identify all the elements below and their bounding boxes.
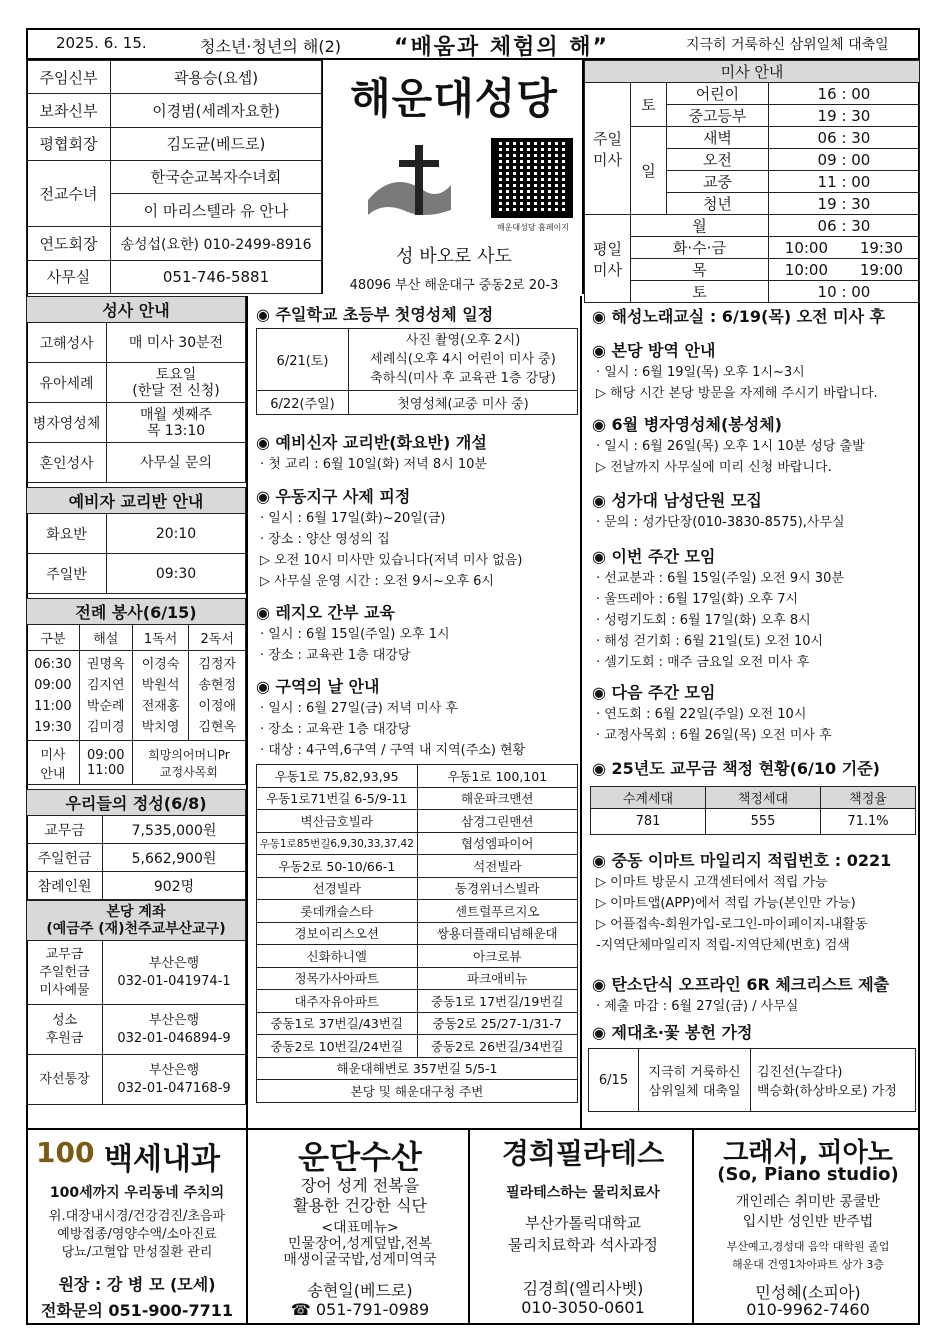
disinfection-lines bbox=[596, 362, 878, 404]
area-cell: 우동1로85번길6,9,30,33,37,42 bbox=[257, 832, 418, 855]
info-line: · 해성 걷기회 : 6월 21일(토) 오전 10시 bbox=[596, 634, 824, 649]
middle-column bbox=[250, 296, 582, 1128]
ad-slogan: 100세까지 우리동네 주치의 bbox=[49, 1185, 225, 1201]
info-line: · 첫 교리 : 6월 10일(화) 저녁 8시 10분 bbox=[260, 457, 487, 472]
tithe-col: 책정세대 bbox=[706, 787, 821, 809]
info-line: · 대상 : 4구역,6구역 / 구역 내 지역(주소) 현황 bbox=[260, 743, 526, 758]
retreat-lines bbox=[260, 508, 522, 592]
liturgy-title: 전례 봉사(6/15) bbox=[27, 599, 246, 625]
sacrament-title: 성사 안내 bbox=[27, 297, 246, 323]
mass-schedule-table bbox=[584, 60, 920, 303]
area-cell-wide: 본당 및 해운대구청 주변 bbox=[257, 1080, 578, 1103]
fc-date: 6/22(주일) bbox=[257, 391, 349, 415]
ad-piano[interactable] bbox=[696, 1130, 920, 1325]
area-cell: 센트럴푸르지오 bbox=[417, 900, 578, 923]
col-head: 1독서 bbox=[132, 625, 189, 651]
class-time: 09:30 bbox=[107, 554, 246, 594]
area-cell: 석전빌라 bbox=[417, 855, 578, 878]
carbon-fast-lines bbox=[596, 996, 798, 1017]
ad-clinic[interactable] bbox=[26, 1130, 248, 1325]
staff-name: 김도균(베드로) bbox=[111, 127, 322, 160]
legio-lines bbox=[260, 624, 450, 666]
info-line: · 울뜨레아 : 6월 17일(화) 오후 7시 bbox=[596, 592, 799, 607]
legio-heading: ◉ 레지오 간부 교육 bbox=[256, 603, 395, 622]
weekday: 토 bbox=[631, 281, 769, 303]
emart-lines bbox=[596, 872, 868, 956]
area-table bbox=[256, 764, 578, 1103]
catechumen-lines bbox=[260, 454, 487, 475]
area-cell-wide: 해운대해변로 357번길 5/5-1 bbox=[257, 1057, 578, 1080]
staff-name: 이 마리스텔라 유 안나 bbox=[111, 194, 322, 227]
feast-name: 지극히 거룩하신 삼위일체 대축일 bbox=[686, 37, 889, 53]
sacrament-info: 사무실 문의 bbox=[107, 443, 246, 483]
clinic-logo-icon: 100 bbox=[36, 1136, 95, 1169]
info-line: · 교정사목회 : 6월 26일(목) 오전 미사 후 bbox=[596, 728, 832, 743]
offering-label: 주일헌금 bbox=[27, 844, 103, 872]
staff-name: 한국순교복자수녀회 bbox=[111, 160, 322, 193]
bulletin-header bbox=[26, 28, 920, 60]
info-line: · 성령기도회 : 6월 17일(화) 오후 8시 bbox=[596, 613, 811, 628]
mass-time: 19:00 bbox=[859, 260, 904, 279]
fc-date: 6/21(토) bbox=[257, 329, 349, 391]
account-purpose: 교무금 주일헌금 미사예물 bbox=[27, 941, 103, 1005]
sacrament-table bbox=[26, 296, 246, 483]
class-name: 주일반 bbox=[27, 554, 107, 594]
mass-time: 09 : 00 bbox=[768, 149, 919, 171]
area-cell: 신화하니엘 bbox=[257, 945, 418, 968]
left-column bbox=[26, 296, 248, 1128]
mass-time: 19:30 bbox=[859, 238, 904, 257]
info-line: ▷ 이마트앱(APP)에서 적립 가능(본인만 가능) bbox=[596, 896, 856, 911]
staff-role: 평협회장 bbox=[27, 127, 111, 160]
pastoral-year: 청소년·청년의 해(2) bbox=[200, 37, 342, 56]
ad-phone: 010-3050-0601 bbox=[521, 1298, 645, 1317]
ads-row bbox=[26, 1128, 920, 1325]
second-readers: 김정자 송현정 이정애 김현옥 bbox=[189, 651, 246, 741]
account-holder: (예금주 (재)천주교부산교구) bbox=[46, 920, 226, 937]
sacrament-name: 혼인성사 bbox=[27, 443, 107, 483]
col-head: 해설 bbox=[79, 625, 132, 651]
col-head: 구분 bbox=[27, 625, 80, 651]
ad-phone: ☎ 051-791-0989 bbox=[290, 1300, 430, 1319]
ad-subtitle: (So, Piano studio) bbox=[717, 1164, 899, 1185]
weekday: 목 bbox=[631, 259, 769, 281]
mass-time: 10:00 bbox=[784, 260, 829, 279]
catechumen-heading: ◉ 예비신자 교리반(화요반) 개설 bbox=[256, 433, 487, 452]
right-column bbox=[584, 296, 920, 1128]
area-cell: 동경위너스빌라 bbox=[417, 877, 578, 900]
info-line: · 셀기도회 : 매주 금요일 오전 미사 후 bbox=[596, 655, 810, 670]
first-readers: 이경숙 박원석 전재홍 박치영 bbox=[132, 651, 189, 741]
ad-owner: 송현일(베드로) bbox=[307, 1281, 413, 1300]
altar-date: 6/15 bbox=[589, 1049, 639, 1112]
offering-label: 교무금 bbox=[27, 816, 103, 844]
staff-table bbox=[26, 60, 322, 294]
mass-guide-label: 미사 안내 bbox=[27, 741, 80, 785]
parish-name: 해운대성당 bbox=[350, 74, 558, 123]
account-title: 본당 계좌 bbox=[106, 903, 166, 920]
offering-label: 참례인원 bbox=[27, 872, 103, 900]
area-cell: 선경빌라 bbox=[257, 877, 418, 900]
weekday: 월 bbox=[631, 215, 769, 237]
altar-feast: 지극히 거룩하신 삼위일체 대축일 bbox=[639, 1049, 751, 1112]
mass-time: 10:00 bbox=[784, 238, 829, 257]
info-line: · 일시 : 6월 17일(화)~20일(금) bbox=[260, 511, 446, 526]
staff-name: 곽용승(요셉) bbox=[111, 61, 322, 94]
sacrament-info: 매 미사 30분전 bbox=[107, 323, 246, 363]
tithe-col: 책정율 bbox=[821, 787, 916, 809]
staff-role: 전교수녀 bbox=[27, 160, 111, 227]
info-line: · 연도회 : 6월 22일(주일) 오전 10시 bbox=[596, 707, 807, 722]
tithe-value: 781 bbox=[591, 809, 706, 835]
tithe-value: 555 bbox=[706, 809, 821, 835]
mass-name: 중고등부 bbox=[667, 105, 769, 127]
info-line: ▷ 오전 10시 미사만 있습니다(저녁 미사 없음) bbox=[260, 553, 523, 568]
staff-role: 보좌신부 bbox=[27, 94, 111, 127]
sacrament-name: 고해성사 bbox=[27, 323, 107, 363]
ad-name: 백세내과 bbox=[104, 1142, 220, 1177]
issue-date: 2025. 6. 15. bbox=[56, 34, 147, 52]
area-cell: 중동2로 26번길/34번길 bbox=[417, 1035, 578, 1058]
area-cell: 쌍용더플래티넘해운대 bbox=[417, 922, 578, 945]
mass-time: 19 : 30 bbox=[768, 193, 919, 215]
info-line: ▷ 전날까지 사무실에 미리 신청 바랍니다. bbox=[596, 460, 832, 475]
area-cell: 중동1로 37번길/43번길 bbox=[257, 1012, 418, 1035]
area-cell: 우동1로71번길 6-5/9-11 bbox=[257, 787, 418, 810]
mass-time: 16 : 00 bbox=[768, 83, 919, 105]
ad-name: 운단수산 bbox=[298, 1138, 422, 1176]
info-line: · 일시 : 6월 27일(금) 저녁 미사 후 bbox=[260, 701, 458, 716]
first-communion-heading: ◉ 주일학교 초등부 첫영성체 일정 bbox=[256, 305, 494, 324]
ad-body: 부산가톨릭대학교 물리치료학과 석사과정 bbox=[508, 1214, 658, 1254]
info-line: ▷ 해당 시간 본당 방문을 자제해 주시기 바랍니다. bbox=[596, 386, 878, 401]
info-line: · 일시 : 6월 19일(목) 오후 1시~3시 bbox=[596, 365, 805, 380]
area-cell: 중동2로 25/27-1/31-7 bbox=[417, 1012, 578, 1035]
offering-value: 902명 bbox=[103, 872, 246, 900]
saturday-label: 토 bbox=[631, 83, 667, 127]
parish-block bbox=[322, 60, 584, 294]
mass-name: 새벽 bbox=[667, 127, 769, 149]
account-number: 부산은행 032-01-046894-9 bbox=[103, 1005, 246, 1055]
year-theme: “배움과 체험의 해” bbox=[394, 35, 610, 60]
ad-slogan: 장어 성게 전복을 활용한 건강한 식단 bbox=[293, 1176, 427, 1215]
area-cell: 우동1로 100,101 bbox=[417, 765, 578, 788]
mass-times: 06:30 09:00 11:00 19:30 bbox=[27, 651, 80, 741]
offering-value: 7,535,000원 bbox=[103, 816, 246, 844]
info-line: · 선교분과 : 6월 15일(주일) 오전 9시 30분 bbox=[596, 571, 844, 586]
altar-families: 김진선(누갈다) 백승화(하상바오로) 가정 bbox=[751, 1049, 916, 1112]
patron-saint: 성 바오로 사도 bbox=[396, 246, 512, 267]
info-line: ▷ 이마트 방문시 고객센터에서 적립 가능 bbox=[596, 875, 828, 890]
class-time: 20:10 bbox=[107, 514, 246, 554]
ad-body: 개인레슨 취미반 콩쿨반 입시반 성인반 반주법 bbox=[735, 1194, 881, 1230]
ad-owner: 김경희(엘리사벳) bbox=[522, 1279, 644, 1298]
sacrament-name: 병자영성체 bbox=[27, 403, 107, 443]
info-line: -지역단체마일리지 적립-지역단체(번호) 검색 bbox=[596, 938, 850, 953]
choir-lines bbox=[596, 512, 845, 533]
mass-name: 교중 bbox=[667, 171, 769, 193]
staff-name: 051-746-5881 bbox=[111, 260, 322, 293]
first-communion-table bbox=[256, 328, 578, 415]
account-purpose: 자선통장 bbox=[27, 1055, 103, 1105]
mass-time: 10 : 00 bbox=[768, 281, 919, 303]
tithe-heading: ◉ 25년도 교무금 책정 현황(6/10 기준) bbox=[592, 759, 880, 778]
mass-guide-groups: 희망의어머니Pr 교정사목회 bbox=[132, 741, 245, 785]
info-line: ▷ 어플접속-회원가입-로그인-마이페이지-내활동 bbox=[596, 917, 868, 932]
info-line: · 일시 : 6월 26일(목) 오후 1시 10분 성당 출발 bbox=[596, 439, 865, 454]
area-cell: 협성엠파이어 bbox=[417, 832, 578, 855]
ad-body: <대표메뉴> 민물장어,성게덮밥,전복 매생이굴국밥,성게미역국 bbox=[283, 1220, 437, 1268]
this-week-heading: ◉ 이번 주간 모임 bbox=[592, 547, 716, 566]
fc-events: 사진 촬영(오후 2시) 세례식(오후 4시 어린이 미사 중) 축하식(미사 후 교육관 1층 강당) bbox=[349, 329, 578, 391]
area-cell: 우동2로 50-10/66-1 bbox=[257, 855, 418, 878]
area-cell: 아크로뷰 bbox=[417, 945, 578, 968]
sacrament-name: 유아세례 bbox=[27, 363, 107, 403]
account-table bbox=[26, 900, 246, 1105]
liturgy-table bbox=[26, 598, 246, 785]
emart-heading: ◉ 중동 이마트 마일리지 적립번호 : 0221 bbox=[592, 851, 892, 870]
ad-body: 위.대장내시경/건강검진/초음파 예방접종/영양수액/소아진료 당뇨/고혈압 만성질환 관리 bbox=[48, 1209, 226, 1260]
info-line: · 장소 : 교육관 1층 대강당 bbox=[260, 648, 411, 663]
ad-name: 경희필라테스 bbox=[501, 1137, 665, 1170]
ad-slogan: 필라테스하는 물리치료사 bbox=[506, 1185, 660, 1201]
offering-title: 우리들의 정성(6/8) bbox=[27, 790, 246, 816]
offering-value: 5,662,900원 bbox=[103, 844, 246, 872]
singing-class-heading: ◉ 해성노래교실 : 6/19(목) 오전 미사 후 bbox=[592, 307, 886, 326]
area-cell: 대주자유아파트 bbox=[257, 990, 418, 1013]
carbon-fast-heading: ◉ 탄소단식 오프라인 6R 체크리스트 제출 bbox=[592, 975, 890, 994]
area-cell: 우동1로 75,82,93,95 bbox=[257, 765, 418, 788]
ad-owner: 원장 : 강 병 모 (모세) bbox=[58, 1275, 216, 1294]
next-week-lines bbox=[596, 704, 832, 746]
mass-time: 11 : 00 bbox=[768, 171, 919, 193]
ad-owner: 민성혜(소피아) bbox=[755, 1283, 861, 1302]
area-cell: 파크애비뉴 bbox=[417, 967, 578, 990]
altar-flower-heading: ◉ 제대초·꽃 봉헌 가정 bbox=[592, 1023, 753, 1042]
tithe-table bbox=[590, 786, 916, 835]
qr-caption: 해운대성당 홈페이지 bbox=[496, 223, 570, 232]
staff-role: 사무실 bbox=[27, 260, 111, 293]
info-line: · 문의 : 성가단장(010-3830-8575),사무실 bbox=[596, 515, 845, 530]
area-cell: 경보이리스오션 bbox=[257, 922, 418, 945]
altar-flower-table bbox=[588, 1048, 916, 1112]
mass-name: 청년 bbox=[667, 193, 769, 215]
parish-logo-icon bbox=[363, 140, 453, 220]
qr-code-icon[interactable] bbox=[491, 138, 573, 218]
ad-name: 그래서, 피아노 bbox=[723, 1138, 893, 1168]
choir-heading: ◉ 성가대 남성단원 모집 bbox=[592, 491, 762, 510]
ad-pilates[interactable] bbox=[472, 1130, 694, 1325]
parish-address: 48096 부산 해운대구 중동2로 20-3 bbox=[349, 278, 559, 293]
sick-communion-heading: ◉ 6월 병자영성체(봉성체) bbox=[592, 415, 782, 434]
info-line: · 일시 : 6월 15일(주일) 오후 1시 bbox=[260, 627, 450, 642]
mass-name: 오전 bbox=[667, 149, 769, 171]
weekday-mass-label: 평일 미사 bbox=[585, 215, 631, 303]
info-line: ▷ 사무실 운영 시간 : 오전 9시~오후 6시 bbox=[260, 574, 494, 589]
district-day-lines bbox=[260, 698, 525, 761]
col-head: 2독서 bbox=[189, 625, 246, 651]
ad-body-extra: 부산예고,경성대 음악 대학원 졸업 해운대 건영1차아파트 상가 3층 bbox=[726, 1240, 890, 1271]
sick-communion-lines bbox=[596, 436, 865, 478]
catechumen-title: 예비자 교리반 안내 bbox=[27, 488, 246, 514]
sacrament-info: 토요일 (한달 전 신청) bbox=[107, 363, 246, 403]
ad-phone: 010-9962-7460 bbox=[746, 1300, 870, 1319]
staff-name: 이경범(세례자요한) bbox=[111, 94, 322, 127]
disinfection-heading: ◉ 본당 방역 안내 bbox=[592, 341, 716, 360]
district-day-heading: ◉ 구역의 날 안내 bbox=[256, 677, 380, 696]
mass-time: 06 : 30 bbox=[768, 215, 919, 237]
this-week-lines bbox=[596, 568, 844, 673]
next-week-heading: ◉ 다음 주간 모임 bbox=[592, 683, 716, 702]
catechumen-table bbox=[26, 487, 246, 594]
info-line: · 장소 : 양산 영성의 집 bbox=[260, 532, 390, 547]
account-number: 부산은행 032-01-041974-1 bbox=[103, 941, 246, 1005]
account-purpose: 성소 후원금 bbox=[27, 1005, 103, 1055]
info-line: · 제출 마감 : 6월 27일(금) / 사무실 bbox=[596, 999, 799, 1014]
mass-guide-times: 09:00 11:00 bbox=[79, 741, 132, 785]
area-cell: 해운파크맨션 bbox=[417, 787, 578, 810]
area-cell: 중동2로 10번길/24번길 bbox=[257, 1035, 418, 1058]
mass-title: 미사 안내 bbox=[585, 61, 920, 83]
commentators: 권명옥 김지연 박순례 김미경 bbox=[79, 651, 132, 741]
area-cell: 중동1로 17번길/19번길 bbox=[417, 990, 578, 1013]
tithe-value: 71.1% bbox=[821, 809, 916, 835]
staff-role: 연도회장 bbox=[27, 227, 111, 260]
area-cell: 롯데캐슬스타 bbox=[257, 900, 418, 923]
ad-seafood[interactable] bbox=[250, 1130, 470, 1325]
weekday: 화·수·금 bbox=[631, 237, 769, 259]
mass-time: 19 : 30 bbox=[768, 105, 919, 127]
area-cell: 정목가사아파트 bbox=[257, 967, 418, 990]
tithe-col: 수계세대 bbox=[591, 787, 706, 809]
sunday-label: 일 bbox=[631, 127, 667, 215]
info-line: · 장소 : 교육관 1층 대강당 bbox=[260, 722, 411, 737]
mass-name: 어린이 bbox=[667, 83, 769, 105]
retreat-heading: ◉ 우동지구 사제 피정 bbox=[256, 487, 411, 506]
staff-name: 송성섭(요한) 010-2499-8916 bbox=[111, 227, 322, 260]
ad-phone: 전화문의 051-900-7711 bbox=[40, 1301, 233, 1320]
sunday-mass-label: 주일 미사 bbox=[585, 83, 631, 215]
mass-time: 06 : 30 bbox=[768, 127, 919, 149]
area-cell: 벽산금호빌라 bbox=[257, 810, 418, 833]
staff-role: 주임신부 bbox=[27, 61, 111, 94]
area-cell: 삼경그린맨션 bbox=[417, 810, 578, 833]
fc-events: 첫영성체(교중 미사 중) bbox=[349, 391, 578, 415]
sacrament-info: 매월 셋째주 목 13:10 bbox=[107, 403, 246, 443]
class-name: 화요반 bbox=[27, 514, 107, 554]
account-number: 부산은행 032-01-047168-9 bbox=[103, 1055, 246, 1105]
offering-table bbox=[26, 789, 246, 900]
